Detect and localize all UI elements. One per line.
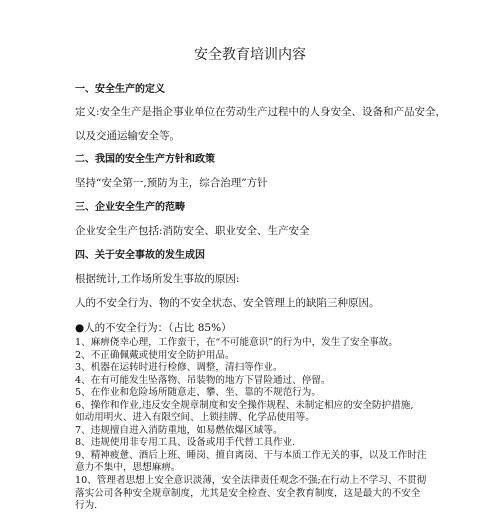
- section-4-line-2: 人的不安全行为、物的不安全状态、安全管理上的缺陷三种原因。: [75, 297, 380, 309]
- unsafe-item-2: 2、不正确佩戴或使用安全防护用品。: [75, 349, 235, 361]
- unsafe-item-10-cont-1: 落实公司各种安全规章制度，尤其是安全检查、安全教育制度，这是最大的不安全: [75, 487, 421, 499]
- section-heading-2: 二、我国的安全生产方针和政策: [75, 154, 215, 165]
- section-heading-1: 一、安全生产的定义: [75, 84, 165, 95]
- unsafe-item-8: 8、违规使用非专用工具、设备或用手代替工具作业.: [75, 437, 296, 449]
- unsafe-item-6: 6、操作和作业,违反安全规章制度和安全操作规程、未制定相应的安全防护措施,: [75, 399, 414, 411]
- document-title: 安全教育培训内容: [194, 47, 306, 63]
- unsafe-behavior-intro: ●人的不安全行为：（占比 85%）: [75, 322, 232, 334]
- unsafe-item-5: 5、在作业和危险场所随意走、攀、坐、靠的不规范行为。: [75, 387, 321, 399]
- section-heading-3: 三、企业安全生产的范畴: [75, 202, 185, 213]
- unsafe-item-10-cont-2: 行为.: [75, 500, 98, 511]
- section-1-line-1: 定义:安全生产是指企事业单位在劳动生产过程中的人身安全、设备和产品安全，: [75, 106, 447, 118]
- unsafe-item-1: 1、麻痹侥幸心理，工作蛮干，在“不可能意识”的行为中，发生了安全事故。: [75, 337, 398, 348]
- unsafe-item-9-cont: 意力不集中，思想麻痹。: [75, 462, 181, 474]
- section-3-line-1: 企业安全生产包括:消防安全、职业安全、生产安全: [75, 225, 310, 237]
- unsafe-item-4: 4、在有可能发生坠落物、吊装物的地方下冒险通过、停留。: [75, 374, 331, 386]
- section-4-line-1: 根据统计,工作场所发生事故的原因:: [75, 273, 240, 285]
- section-1-line-2: 以及交通运输安全等。: [75, 130, 180, 142]
- unsafe-item-9: 9、精神疲惫、酒后上班、睡岗、擅自离岗、干与本质工作无关的事，以及工作时注: [75, 449, 427, 461]
- section-heading-4: 四、关于安全事故的发生成因: [75, 250, 205, 261]
- unsafe-item-3: 3、机器在运转时进行检修、调整，清扫等作业。: [75, 362, 283, 374]
- unsafe-item-10: 10、管理者思想上安全意识淡薄，安全法律责任观念不强;在行动上不学习、不贯彻: [75, 474, 427, 486]
- unsafe-item-7: 7、违规擅自进入消防重地，如易燃依爆区域等。: [75, 424, 283, 436]
- section-2-line-1: 坚持“安全第一,预防为主，综合治理”方针: [75, 177, 268, 189]
- unsafe-item-6-cont: 如动用明火、进入有限空间、上锁挂牌、化学品使用等。: [75, 412, 315, 424]
